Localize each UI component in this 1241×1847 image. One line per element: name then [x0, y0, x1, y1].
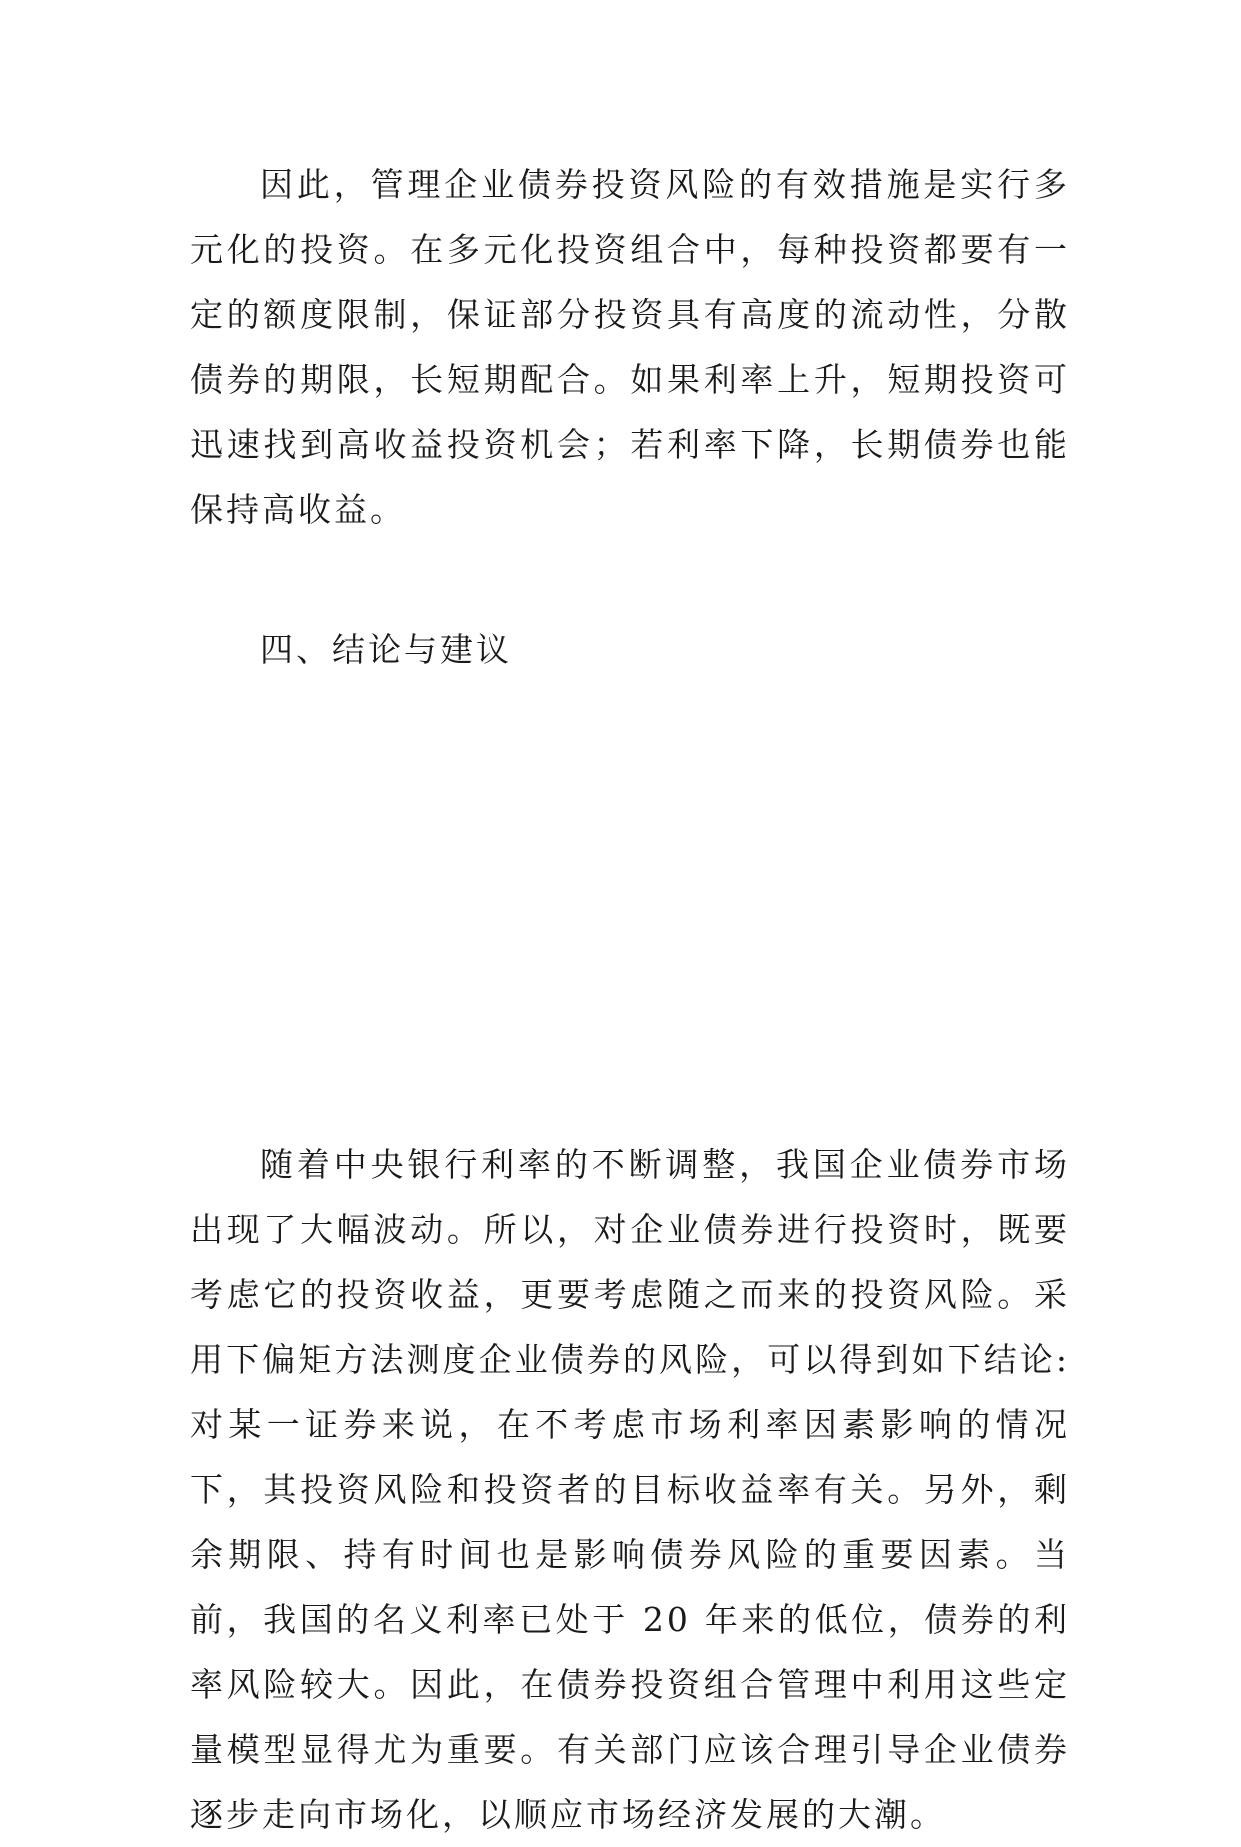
body-paragraph-diversification: 因此，管理企业债券投资风险的有效措施是实行多元化的投资。在多元化投资组合中，每种投资都要有一定的额度限制，保证部分投资具有高度的流动性，分散债券的期限，长短期配合。如果利率上升，短期投资可迅速找到高收益投资机会；若利率下降，长期债券也能保持高收益。: [190, 165, 1070, 529]
body-paragraph-conclusion: 随着中央银行利率的不断调整，我国企业债券市场出现了大幅波动。所以，对企业债券进行投资时，既要考虑它的投资收益，更要考虑随之而来的投资风险。采用下偏矩方法测度企业债券的风险，可以得到如下结论: 对某一证券来说，在不考虑市场利率因素影响的情况下，其投资风险和投资者的目标收益率有关。另外，剩余期限、持有时间也是影响债券风险的重要因素。当前，我国的名义利率已处于 20 年来的低位，债券的利率风险较大。因此，在债券投资组合管理中利用这些定量模型显得尤为重要。有关部门应该合理引导企业债券逐步走向市场化，以顺应市场经济发展的大潮。: [190, 1145, 1070, 1834]
section-heading-conclusion: 四、结论与建议: [260, 630, 512, 669]
